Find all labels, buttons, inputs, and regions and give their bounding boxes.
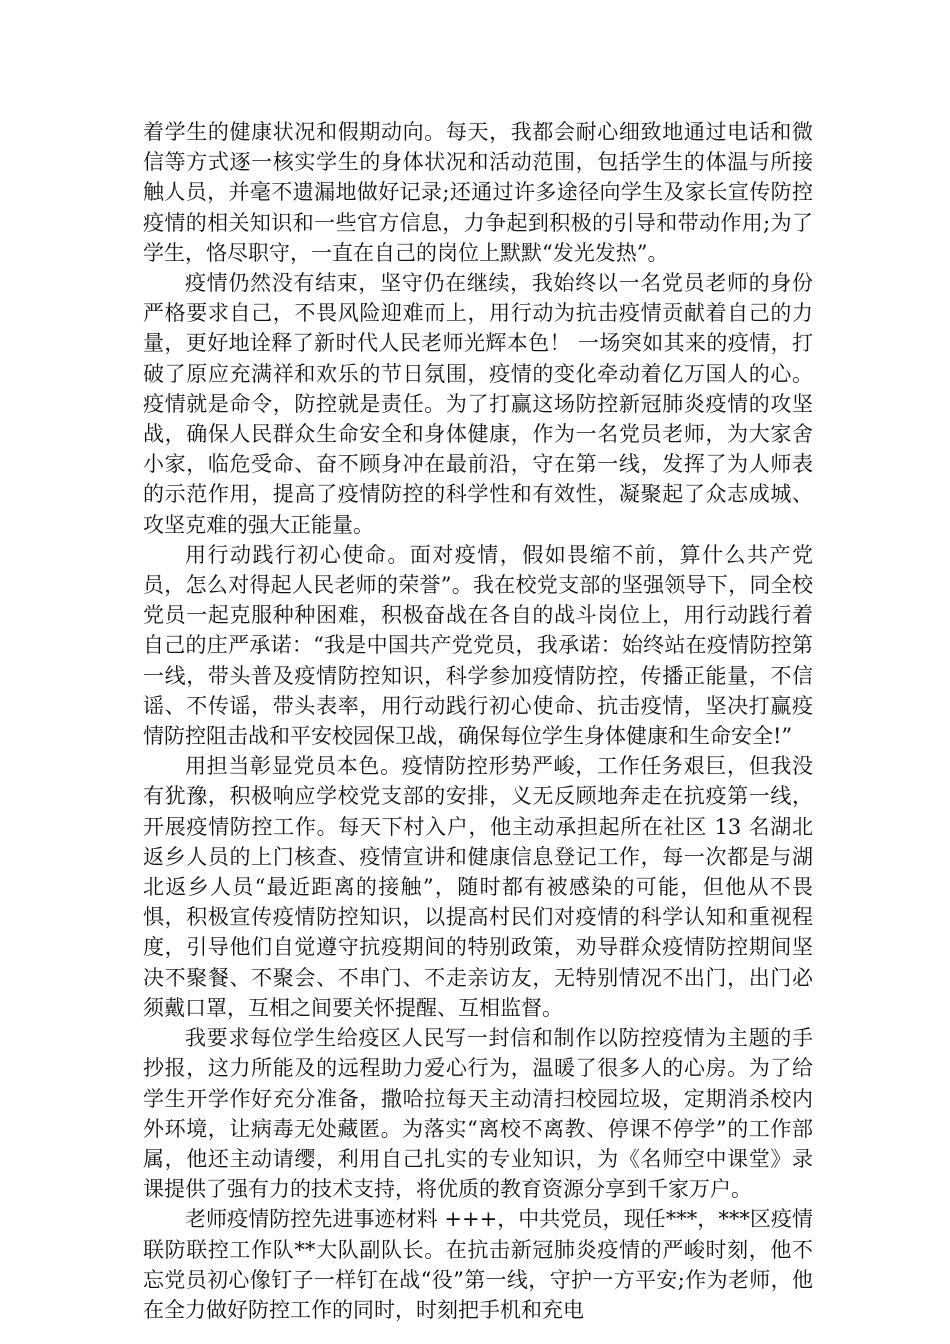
paragraph-student-health: 着学生的健康状况和假期动向。每天，我都会耐心细致地通过电话和微信等方式逐一核实学生的身体状况和活动范围，包括学生的体温与所接触人员，并毫不遗漏地做好记录;还通过许多途径向学生及家长宣传防控疫情的相关知识和一些官方信息，力争起到积极的引导和带动作用;为了学生，恪尽职守，一直在自己的岗位上默默“发光发热”。 — [143, 120, 813, 265]
paragraph-action-mission: 用行动践行初心使命。面对疫情，假如畏缩不前，算什么共产党员，怎么对得起人民老师的荣誉”。我在校党支部的坚强领导下，同全校党员一起克服种种困难，积极奋战在各自的战斗岗位上，用行动践行着自己的庄严承诺：“我是中国共产党党员，我承诺：始终站在疫情防控第一线，带头普及疫情防控知识，科学参加疫情防控，传播正能量，不信谣、不传谣，带头表率，用行动践行初心使命、抗击疫情，坚决打赢疫情防控阻击战和平安校园保卫战，确保每位学生身体健康和生命安全!” — [143, 542, 813, 749]
paragraph-epidemic-continues: 疫情仍然没有结束，坚守仍在继续，我始终以一名党员老师的身份严格要求自己，不畏风险迎难而上，用行动为抗击疫情贡献着自己的力量，更好地诠释了新时代人民老师光辉本色！ 一场突如其来的疫情，打破了原应充满祥和欢乐的节日氛围，疫情的变化牵动着亿万国人的心。疫情就是命令，防控就是责任。为了打赢这场防控新冠肺炎疫情的攻坚战，确保人民群众生命安全和身体健康，作为一名党员老师，为大家舍小家，临危受命、奋不顾身冲在最前沿，守在第一线，发挥了为人师表的示范作用，提高了疫情防控的科学性和有效性，凝聚起了众志成城、攻坚克难的强大正能量。 — [143, 271, 813, 537]
paragraph-student-letters: 我要求每位学生给疫区人民写一封信和制作以防控疫情为主题的手抄报，这力所能及的远程助力爱心行为，温暖了很多人的心房。为了给学生开学作好充分准备，撒哈拉每天主动清扫校园垃圾，定期消杀校内外环境，让病毒无处藏匿。为落实“离校不离教、停课不停学”的工作部属，他还主动请缨，利用自己扎实的专业知识，为《名师空中课堂》录课提供了强有力的技术支持，将优质的教育资源分享到千家万户。 — [143, 1026, 813, 1202]
document-page — [143, 117, 813, 1325]
paragraph-advanced-deeds: 老师疫情防控先进事迹材料 +++，中共党员，现任***，***区疫情联防联控工作队**大队副队长。在抗击新冠肺炎疫情的严峻时刻，他不忘党员初心像钉子一样钉在战“役”第一线，守护一方平安;作为老师，他在全力做好防控工作的同时，时刻把手机和充电 — [143, 1207, 813, 1322]
paragraph-responsibility: 用担当彰显党员本色。疫情防控形势严峻，工作任务艰巨，但我没有犹豫，积极响应学校党支部的安排，义无反顾地奔走在抗疫第一线，开展疫情防控工作。每天下村入户，他主动承担起所在社区 13 名湖北返乡人员的上门核查、疫情宣讲和健康信息登记工作，每一次都是与湖北返乡人员“最近距离的接触”，随时都有被感染的可能，但他从不畏惧，积极宣传疫情防控知识，以提高村民们对疫情的科学认知和重视程度，引导他们自觉遵守抗疫期间的特别政策，劝导群众疫情防控期间坚决不聚餐、不聚会、不串门、不走亲访友，无特别情况不出门，出门必须戴口罩，互相之间要关怀提醒、互相监督。 — [143, 754, 813, 1020]
